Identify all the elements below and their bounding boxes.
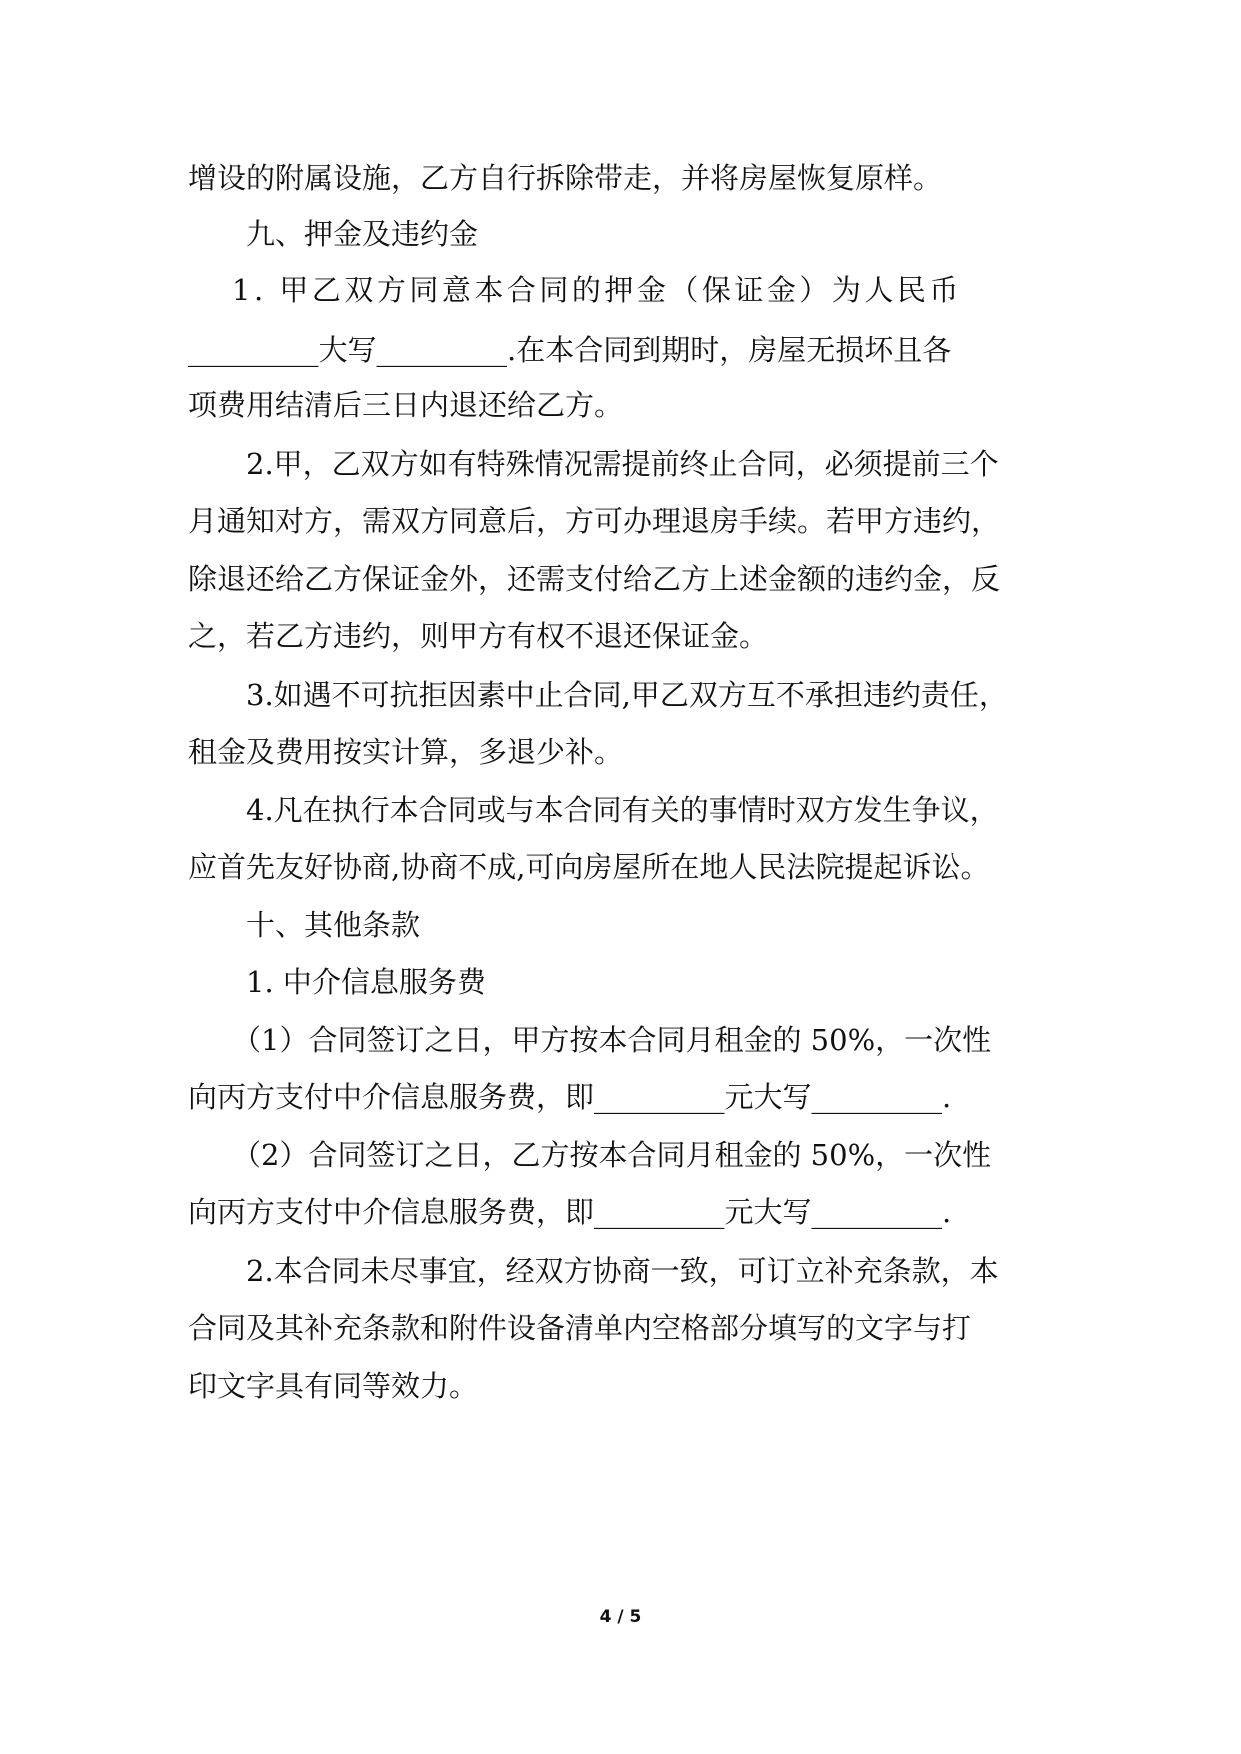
text-line: 向丙方支付中介信息服务费，即_________元大写_________.: [188, 1080, 952, 1114]
page-number: 4 / 5: [599, 1607, 642, 1627]
text-line: 向丙方支付中介信息服务费，即_________元大写_________.: [188, 1195, 952, 1229]
section-heading: 十、其他条款: [246, 908, 421, 942]
text-line: 租金及费用按实计算，多退少补。: [188, 735, 624, 769]
section-heading: 九、押金及违约金: [246, 217, 479, 251]
text-line: 增设的附属设施，乙方自行拆除带走，并将房屋恢复原样。: [188, 161, 943, 195]
text-line: 印文字具有同等效力。: [188, 1369, 479, 1403]
text-line: 1. 甲乙双方同意本合同的押金（保证金）为人民币: [232, 273, 962, 307]
text-line: 之，若乙方违约，则甲方有权不退还保证金。: [188, 619, 769, 653]
text-line: （2）合同签订之日，乙方按本合同月租金的 50%，一次性: [232, 1138, 992, 1172]
text-line: 合同及其补充条款和附件设备清单内空格部分填写的文字与打: [188, 1311, 972, 1345]
text-line: _________大写_________.在本合同到期时，房屋无损坏且各: [188, 333, 952, 367]
text-line: 2.甲，乙双方如有特殊情况需提前终止合同，必须提前三个: [246, 447, 999, 481]
text-line: 月通知对方，需双方同意后，方可办理退房手续。若甲方违约，: [188, 504, 1001, 538]
text-line: 4.凡在执行本合同或与本合同有关的事情时双方发生争议，: [246, 793, 999, 827]
text-line: 3.如遇不可抗拒因素中止合同,甲乙双方互不承担违约责任，: [246, 678, 1008, 712]
text-line: （1）合同签订之日，甲方按本合同月租金的 50%，一次性: [232, 1023, 992, 1057]
text-line: 项费用结清后三日内退还给乙方。: [188, 388, 624, 422]
subsection-heading: 1. 中介信息服务费: [246, 965, 486, 999]
text-line: 应首先友好协商,协商不成,可向房屋所在地人民法院提起诉讼。: [188, 850, 990, 884]
text-line: 2.本合同未尽事宜，经双方协商一致，可订立补充条款，本: [246, 1254, 999, 1288]
text-line: 除退还给乙方保证金外，还需支付给乙方上述金额的违约金，反: [188, 562, 1001, 596]
